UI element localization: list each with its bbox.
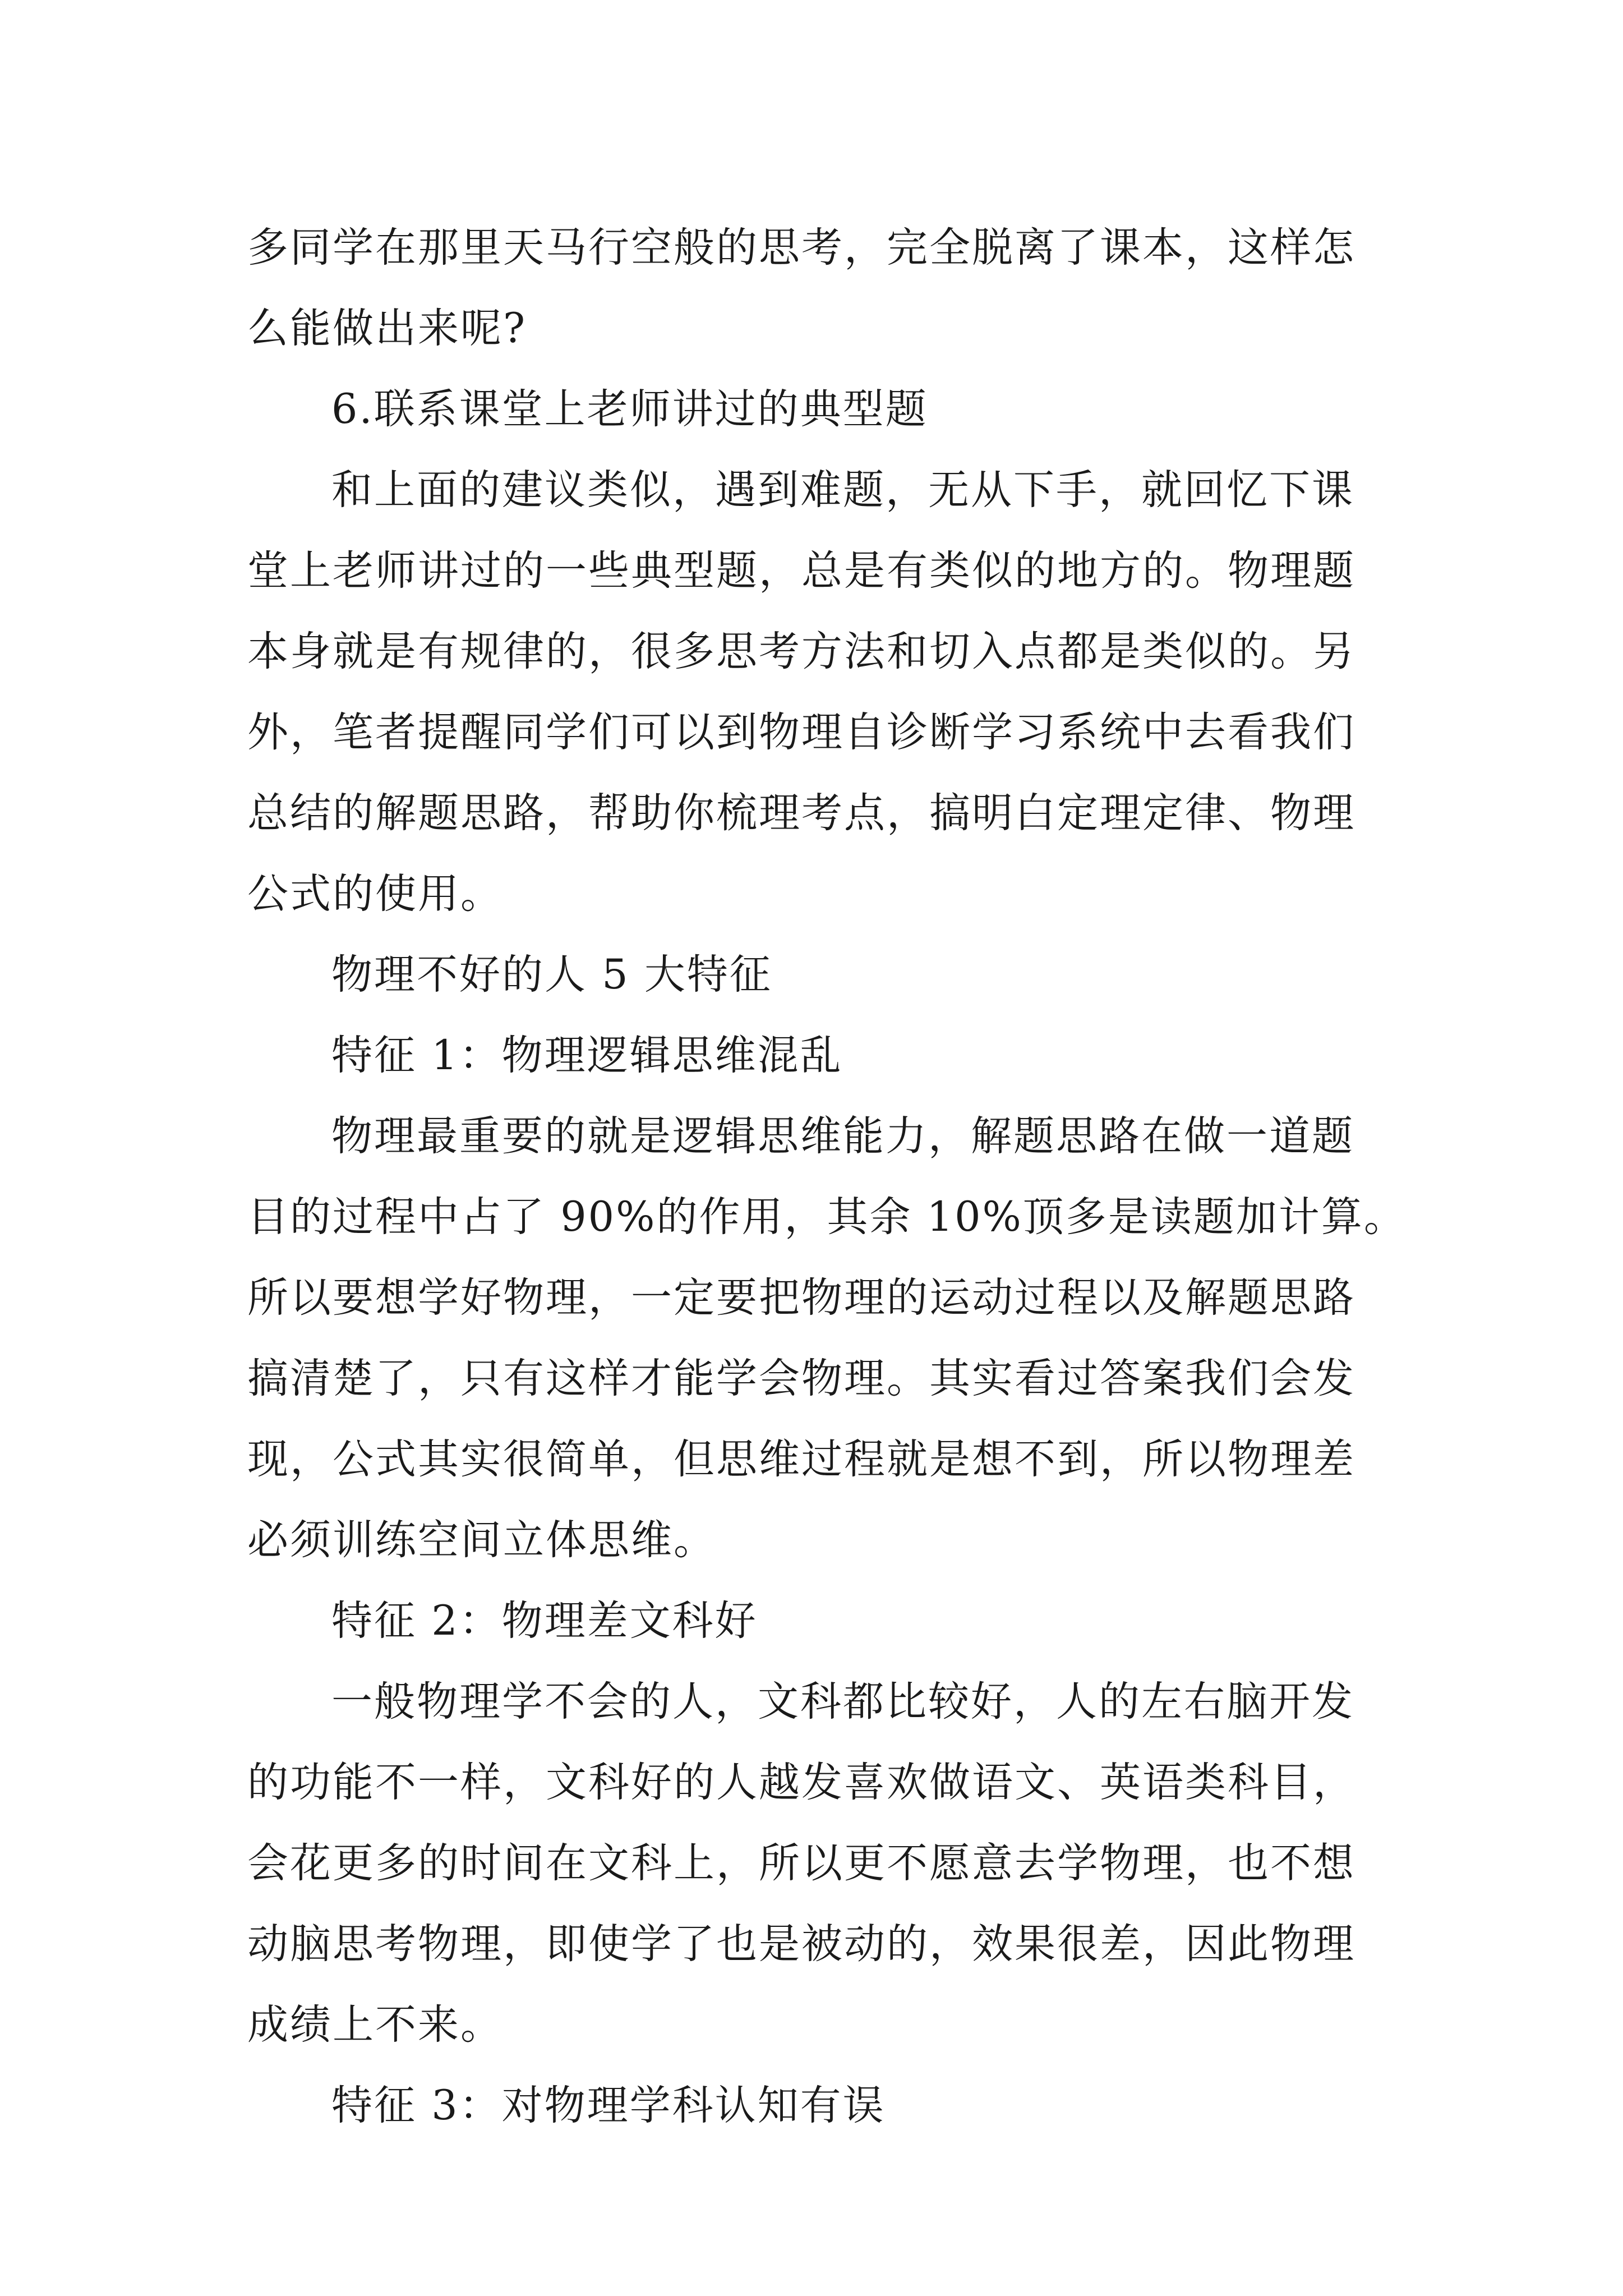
paragraph-line: 现，公式其实很简单，但思维过程就是想不到，所以物理差 [247,1435,1355,1483]
paragraph-line: 总结的解题思路，帮助你梳理考点，搞明白定理定律、物理 [247,789,1355,837]
paragraph-line: 动脑思考物理，即使学了也是被动的，效果很差，因此物理 [247,1920,1355,1968]
paragraph-line: 多同学在那里天马行空般的思考，完全脱离了课本，这样怎 [247,224,1355,272]
paragraph-line: 堂上老师讲过的一些典型题，总是有类似的地方的。物理题 [247,547,1355,595]
paragraph-line: 搞清楚了，只有这样才能学会物理。其实看过答案我们会发 [247,1355,1355,1402]
section-heading: 6.联系课堂上老师讲过的典型题 [331,385,928,433]
section-heading: 特征 3：对物理学科认知有误 [331,2082,886,2129]
paragraph-line: 目的过程中占了 90%的作用，其余 10%顶多是读题加计算。 [247,1193,1407,1241]
paragraph-line: 物理最重要的就是逻辑思维能力，解题思路在做一道题 [331,1112,1354,1160]
section-heading: 特征 2：物理差文科好 [331,1597,758,1645]
paragraph-line: 成绩上不来。 [247,2001,503,2049]
document-body [247,208,1407,2146]
paragraph-line: 的功能不一样，文科好的人越发喜欢做语文、英语类科目， [247,1759,1355,1806]
paragraph-line: 必须训练空间立体思维。 [247,1516,716,1564]
paragraph-line: 和上面的建议类似，遇到难题，无从下手，就回忆下课 [331,466,1354,514]
paragraph-line: 所以要想学好物理，一定要把物理的运动过程以及解题思路 [247,1274,1355,1322]
paragraph-line: 公式的使用。 [247,870,503,918]
paragraph-line: 么能做出来呢? [247,305,527,352]
paragraph-line: 一般物理学不会的人，文科都比较好，人的左右脑开发 [331,1678,1354,1726]
section-heading: 特征 1：物理逻辑思维混乱 [331,1032,843,1079]
paragraph-line: 外，笔者提醒同学们可以到物理自诊断学习系统中去看我们 [247,708,1355,756]
paragraph-line: 本身就是有规律的，很多思考方法和切入点都是类似的。另 [247,628,1355,675]
paragraph-line: 会花更多的时间在文科上，所以更不愿意去学物理，也不想 [247,1839,1355,1887]
section-heading: 物理不好的人 5 大特征 [331,951,772,999]
